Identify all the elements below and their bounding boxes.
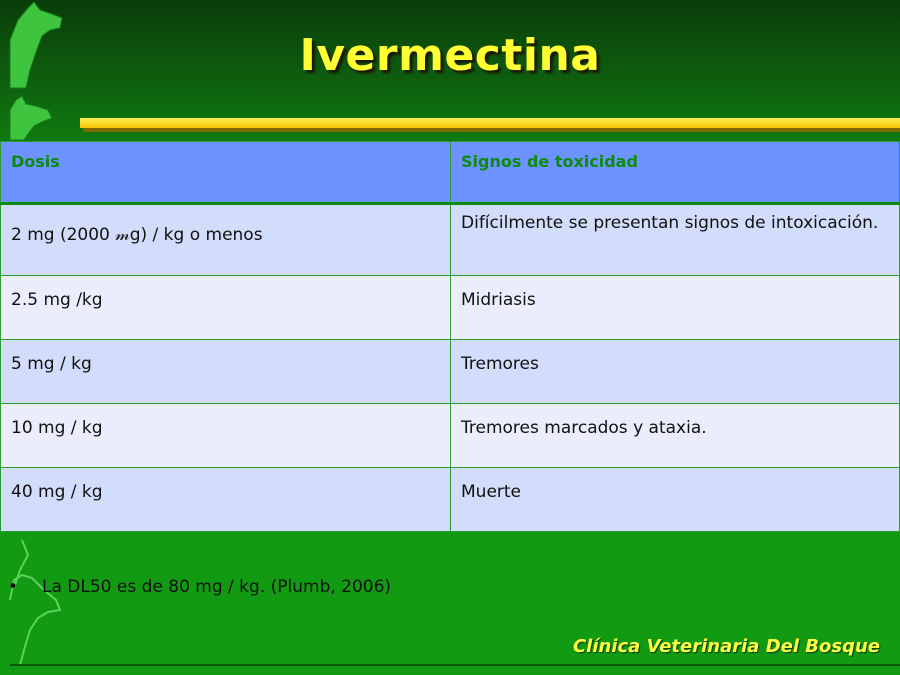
ld50-note (8, 577, 391, 597)
sign-cell: Muerte (451, 468, 900, 532)
table-row (1, 404, 900, 468)
slide-title: Ivermectina (299, 30, 601, 81)
dose-cell: 2.5 mg /kg (1, 276, 451, 340)
sign-cell: Difícilmente se presentan signos de intoxicación. (451, 204, 900, 276)
dose-cell: 5 mg / kg (1, 340, 451, 404)
toxicity-table (0, 141, 900, 532)
bullet-icon: • (8, 577, 19, 597)
sign-cell: Tremores (451, 340, 900, 404)
dose-cell: 10 mg / kg (1, 404, 451, 468)
sign-cell: Tremores marcados y ataxia. (451, 404, 900, 468)
dose-cell: 40 mg / kg (1, 468, 451, 532)
table-row (1, 340, 900, 404)
title-rule (80, 118, 900, 128)
table-row (1, 276, 900, 340)
table-row (1, 468, 900, 532)
dose-cell: 2 mg (2000 𝓂g) / kg o menos (1, 204, 451, 276)
table-row (1, 204, 900, 276)
table-header-row (1, 142, 900, 204)
sign-cell: Midriasis (451, 276, 900, 340)
column-header-dose: Dosis (1, 142, 451, 204)
ld50-note-text: La DL50 es de 80 mg / kg. (Plumb, 2006) (42, 577, 392, 597)
footer-divider (10, 664, 900, 666)
column-header-signs: Signos de toxicidad (451, 142, 900, 204)
clinic-footer: Clínica Veterinaria Del Bosque (572, 636, 880, 657)
